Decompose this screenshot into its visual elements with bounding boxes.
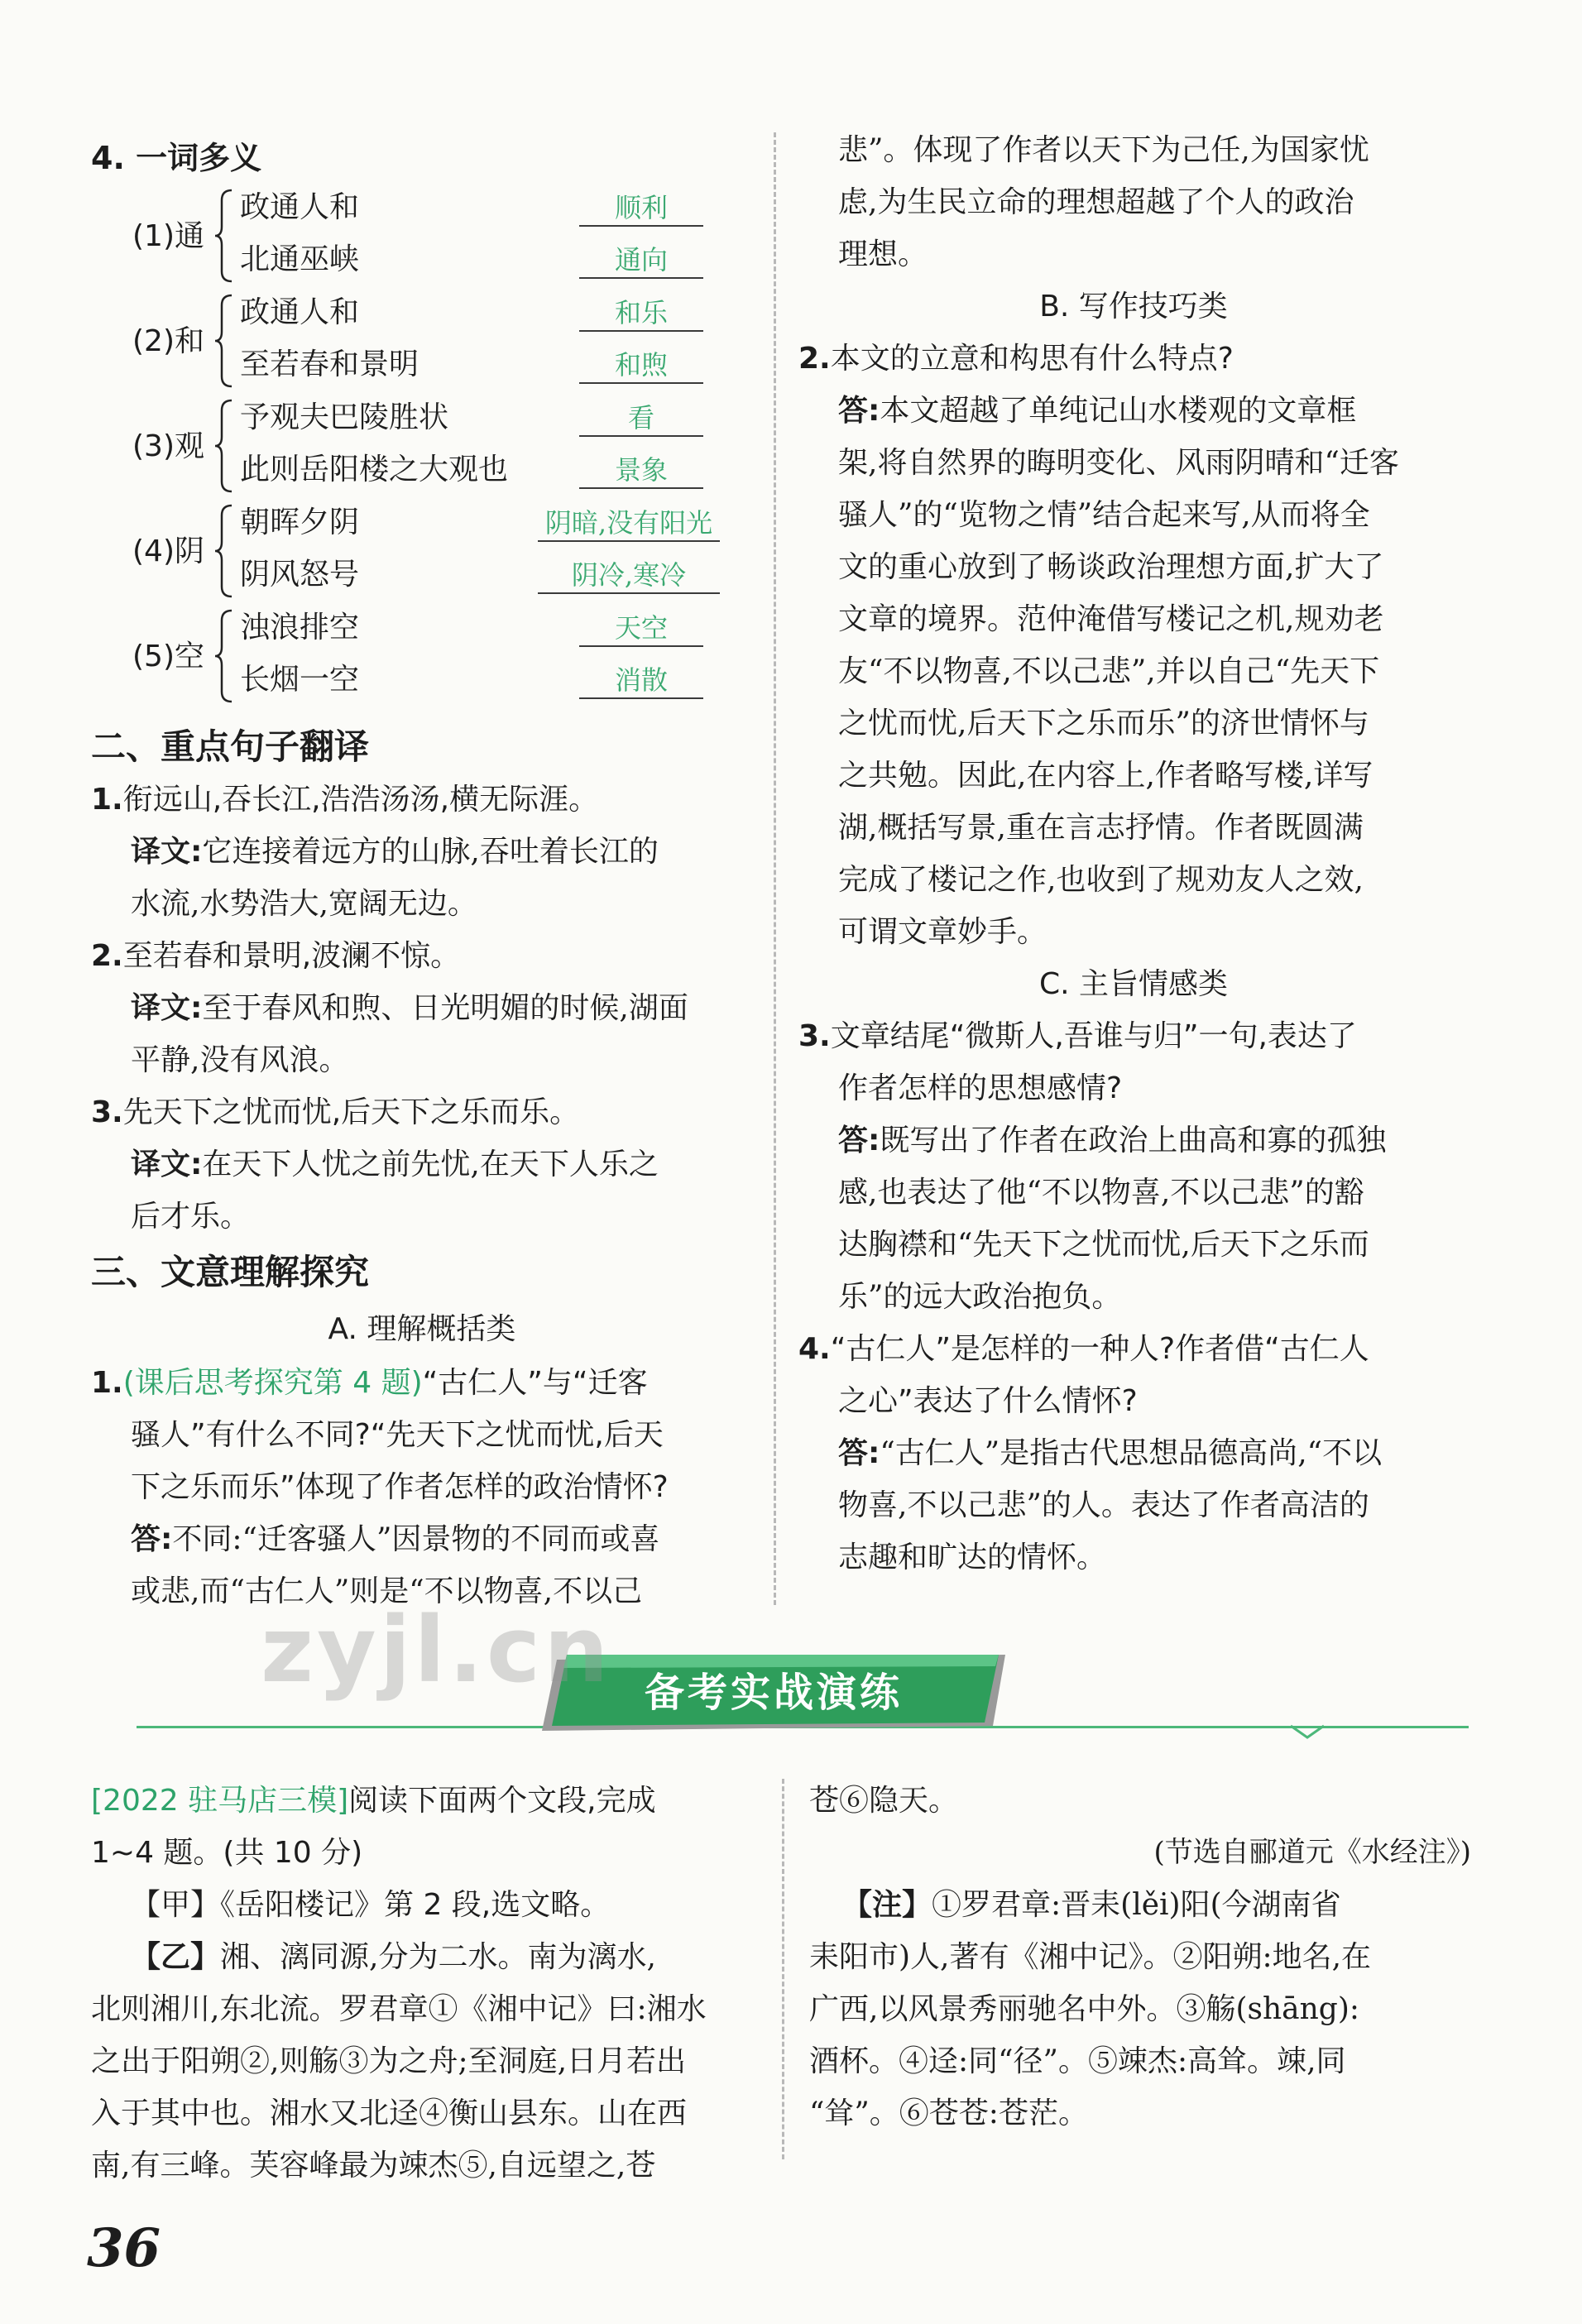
- right-column: [798, 124, 1469, 1584]
- answer-text: 湖,概括写景,重在言志抒情。作者既圆满: [838, 811, 1364, 845]
- polysemy-answer: 天空: [579, 607, 703, 647]
- polysemy-row: [91, 604, 753, 708]
- polysemy-row: [91, 184, 753, 288]
- answer-text: 之忧而忧,后天下之乐而乐”的济世情怀与: [838, 707, 1369, 740]
- answer-text: 架,将自然界的晦明变化、风雨阴晴和“迁客: [838, 446, 1399, 480]
- polysemy-label: (2)和: [132, 324, 204, 358]
- question-number: 2.: [91, 939, 123, 973]
- passage-instruction: 阅读下面两个文段,完成: [348, 1784, 656, 1818]
- polysemy-phrase: 北通巫峡: [240, 242, 360, 276]
- question-text: “古仁人”是怎样的一种人?作者借“古仁人: [830, 1332, 1369, 1366]
- answer-text: 骚人”的“览物之情”结合起来写,从而将全: [838, 498, 1370, 532]
- column-divider-bottom: [782, 1779, 784, 2159]
- question-text: 作者怎样的思想感情?: [838, 1071, 1123, 1105]
- passage-source-tag: [2022 驻马店三模]: [91, 1784, 349, 1818]
- polysemy-row: [91, 289, 753, 393]
- answer-text: 或悲,而“古仁人”则是“不以物喜,不以己: [131, 1574, 643, 1608]
- note-text: 酒杯。④迳:同“径”。⑤竦杰:高耸。竦,同: [809, 2044, 1346, 2078]
- passage-notes: [809, 1775, 1471, 2140]
- question-4: [798, 1323, 1469, 1584]
- section-translation-title: 二、重点句子翻译: [91, 726, 370, 767]
- polysemy-phrase: 长烟一空: [240, 663, 360, 697]
- passage-b-label: 【乙】: [131, 1940, 221, 1974]
- answer-text: 虑,为生民立命的理想超越了个人的政治: [838, 185, 1354, 219]
- rule-notch-icon: [1291, 1721, 1324, 1741]
- subheading-b: B. 写作技巧类: [1039, 290, 1228, 323]
- page-number: 36: [87, 2217, 161, 2279]
- translation-label: 译文:: [131, 835, 203, 869]
- answer-text: 达胸襟和“先天下之忧而忧,后天下之乐而: [838, 1228, 1369, 1262]
- polysemy-answer: 和煦: [579, 344, 703, 384]
- column-divider: [774, 132, 776, 1605]
- note-text: 耒阳市)人,著有《湘中记》。②阳朔:地名,在: [809, 1940, 1372, 1974]
- polysemy-answer: 阴冷,寒冷: [538, 554, 720, 594]
- question-text: 骚人”有什么不同?“先天下之忧而忧,后天: [131, 1418, 664, 1452]
- answer-text: 本文超越了单纯记山水楼观的文章框: [880, 394, 1357, 428]
- polysemy-label: (3)观: [132, 429, 204, 463]
- question-text: 文章结尾“微斯人,吾谁与归”一句,表达了: [830, 1019, 1357, 1053]
- answer-label: 答:: [131, 1522, 173, 1556]
- question-text: 之心”表达了什么情怀?: [838, 1384, 1138, 1418]
- question-number: 4.: [798, 1332, 831, 1366]
- passage-b-text: 南,有三峰。芙容峰最为竦杰⑤,自远望之,苍: [91, 2149, 656, 2183]
- passage-instruction: 1~4 题。(共 10 分): [91, 1836, 363, 1870]
- translation-text: 水流,水势浩大,宽阔无边。: [131, 887, 477, 921]
- answer-text: “古仁人”是指古代思想品德高尚,“不以: [880, 1436, 1383, 1470]
- sentence-text: 衔远山,吞长江,浩浩汤汤,横无际涯。: [122, 783, 599, 817]
- question-number: 2.: [798, 342, 831, 376]
- translation-text: 在天下人忧之前先忧,在天下人乐之: [202, 1148, 659, 1181]
- polysemy-phrase: 此则岳阳楼之大观也: [240, 453, 509, 486]
- polysemy-row: [91, 394, 753, 498]
- section-polysemy-title: 4. 一词多义: [91, 140, 262, 176]
- polysemy-label: (4)阴: [132, 534, 204, 568]
- reading-passage: [91, 1775, 761, 2192]
- translation-item: [91, 1086, 753, 1243]
- answer-text: 不同:“迁客骚人”因景物的不同而或喜: [172, 1522, 660, 1556]
- answer-text: 文的重心放到了畅谈政治理想方面,扩大了: [838, 550, 1384, 584]
- answer-text: 理想。: [838, 237, 928, 271]
- answer-label: 答:: [838, 394, 880, 428]
- answer-label: 答:: [838, 1124, 880, 1157]
- translation-text: 它连接着远方的山脉,吞吐着长江的: [202, 835, 659, 869]
- answer-text: 感,也表达了他“不以物喜,不以己悲”的豁: [838, 1176, 1364, 1210]
- question-text: 本文的立意和构思有什么特点?: [830, 342, 1234, 376]
- polysemy-phrase: 朝晖夕阴: [240, 506, 360, 539]
- translation-text: 平静,没有风浪。: [131, 1043, 349, 1077]
- passage-b-text: 苍⑥隐天。: [809, 1784, 959, 1818]
- answer-text: 文章的境界。范仲淹借写楼记之机,规劝老: [838, 602, 1384, 636]
- polysemy-answer: 看: [579, 397, 703, 437]
- notes-label: 【注】: [842, 1888, 932, 1922]
- section-comprehension-title: 三、文意理解探究: [91, 1252, 370, 1292]
- question-2: [798, 333, 1469, 958]
- polysemy-answer: 景象: [579, 449, 703, 489]
- question-number: 3.: [798, 1019, 831, 1053]
- note-text: 广西,以风景秀丽驰名中外。③觞(shāng):: [809, 1992, 1360, 2026]
- answer-text: 乐”的远大政治抱负。: [838, 1280, 1122, 1314]
- note-text: “耸”。⑥苍苍:苍茫。: [809, 2096, 1088, 2130]
- translation-block: [91, 774, 753, 1243]
- note-text: ①罗君章:晋耒(lěi)阳(今湖南省: [932, 1888, 1341, 1922]
- banner-title: 备考实战演练: [644, 1670, 903, 1716]
- translation-item: [91, 774, 753, 930]
- polysemy-label: (5)空: [132, 640, 204, 673]
- passage-b-text: 湘、漓同源,分为二水。南为漓水,: [220, 1940, 656, 1974]
- subheading-a: A. 理解概括类: [328, 1312, 516, 1346]
- passage-source: (节选自郦道元《水经注》): [1153, 1836, 1471, 1869]
- answer-text: 之共勉。因此,在内容上,作者略写楼,详写: [838, 759, 1373, 793]
- polysemy-phrase: 政通人和: [240, 190, 360, 224]
- answer-text: [798, 1114, 1469, 1167]
- answer-text: 既写出了作者在政治上曲高和寡的孤独: [880, 1124, 1387, 1157]
- question-source-tag: (课后思考探究第 4 题): [122, 1366, 423, 1400]
- passage-b-text: 之出于阳朔②,则觞③为之舟;至洞庭,日月若出: [91, 2044, 687, 2078]
- question-3: [798, 1010, 1469, 1323]
- answer-text: 物喜,不以己悲”的人。表达了作者高洁的: [838, 1488, 1369, 1522]
- polysemy-phrase: 浊浪排空: [240, 611, 360, 644]
- sentence-text: 先天下之忧而忧,后天下之乐而乐。: [122, 1095, 580, 1129]
- polysemy-label: (1)通: [132, 219, 204, 253]
- question-number: 3.: [91, 1095, 123, 1129]
- brace-icon: [213, 399, 235, 493]
- question-number: 1.: [91, 783, 123, 817]
- brace-icon: [213, 189, 235, 283]
- brace-icon: [213, 609, 235, 703]
- question-text: “古仁人”与“迁客: [422, 1366, 648, 1400]
- translation-text: 后才乐。: [131, 1200, 251, 1234]
- passage-b-text: 北则湘川,东北流。罗君章①《湘中记》曰:湘水: [91, 1992, 707, 2026]
- question-number: 1.: [91, 1366, 123, 1400]
- translation-item: [91, 930, 753, 1086]
- subheading-c: C. 主旨情感类: [1038, 967, 1229, 1001]
- question-1: [91, 1357, 753, 1617]
- translation-label: 译文:: [131, 1148, 203, 1181]
- polysemy-block: [91, 184, 753, 713]
- answer-text: [798, 385, 1469, 437]
- polysemy-answer: 通向: [579, 239, 703, 279]
- answer-text: 可谓文章妙手。: [838, 915, 1047, 949]
- passage-a: 【甲】《岳阳楼记》第 2 段,选文略。: [131, 1888, 611, 1922]
- polysemy-answer: 和乐: [579, 292, 703, 332]
- polysemy-answer: 阴暗,没有阳光: [538, 502, 720, 542]
- translation-text: 至于春风和煦、日光明媚的时候,湖面: [202, 991, 688, 1025]
- answer-text: [798, 1427, 1469, 1479]
- sentence-text: 至若春和景明,波澜不惊。: [122, 939, 461, 973]
- polysemy-row: [91, 499, 753, 603]
- answer-text: 完成了楼记之作,也收到了规劝友人之效,: [838, 863, 1364, 897]
- polysemy-answer: 顺利: [579, 187, 703, 227]
- brace-icon: [213, 504, 235, 598]
- watermark: zyjl.cn: [261, 1597, 612, 1703]
- brace-icon: [213, 294, 235, 388]
- polysemy-phrase: 至若春和景明: [240, 347, 419, 381]
- polysemy-phrase: 政通人和: [240, 295, 360, 329]
- passage-b-text: 入于其中也。湘水又北迳④衡山县东。山在西: [91, 2096, 688, 2130]
- answer-label: 答:: [838, 1436, 880, 1470]
- answer-text: 志趣和旷达的情怀。: [838, 1541, 1107, 1574]
- answer-text: 悲”。体现了作者以天下为己任,为国家忧: [838, 133, 1369, 167]
- translation-label: 译文:: [131, 991, 203, 1025]
- polysemy-phrase: 阴风怒号: [240, 558, 360, 592]
- polysemy-answer: 消散: [579, 659, 703, 699]
- answer-text: 友“不以物喜,不以己悲”,并以自己“先天下: [838, 654, 1380, 688]
- question-text: 下之乐而乐”体现了作者怎样的政治情怀?: [131, 1470, 669, 1504]
- polysemy-phrase: 予观夫巴陵胜状: [240, 400, 449, 434]
